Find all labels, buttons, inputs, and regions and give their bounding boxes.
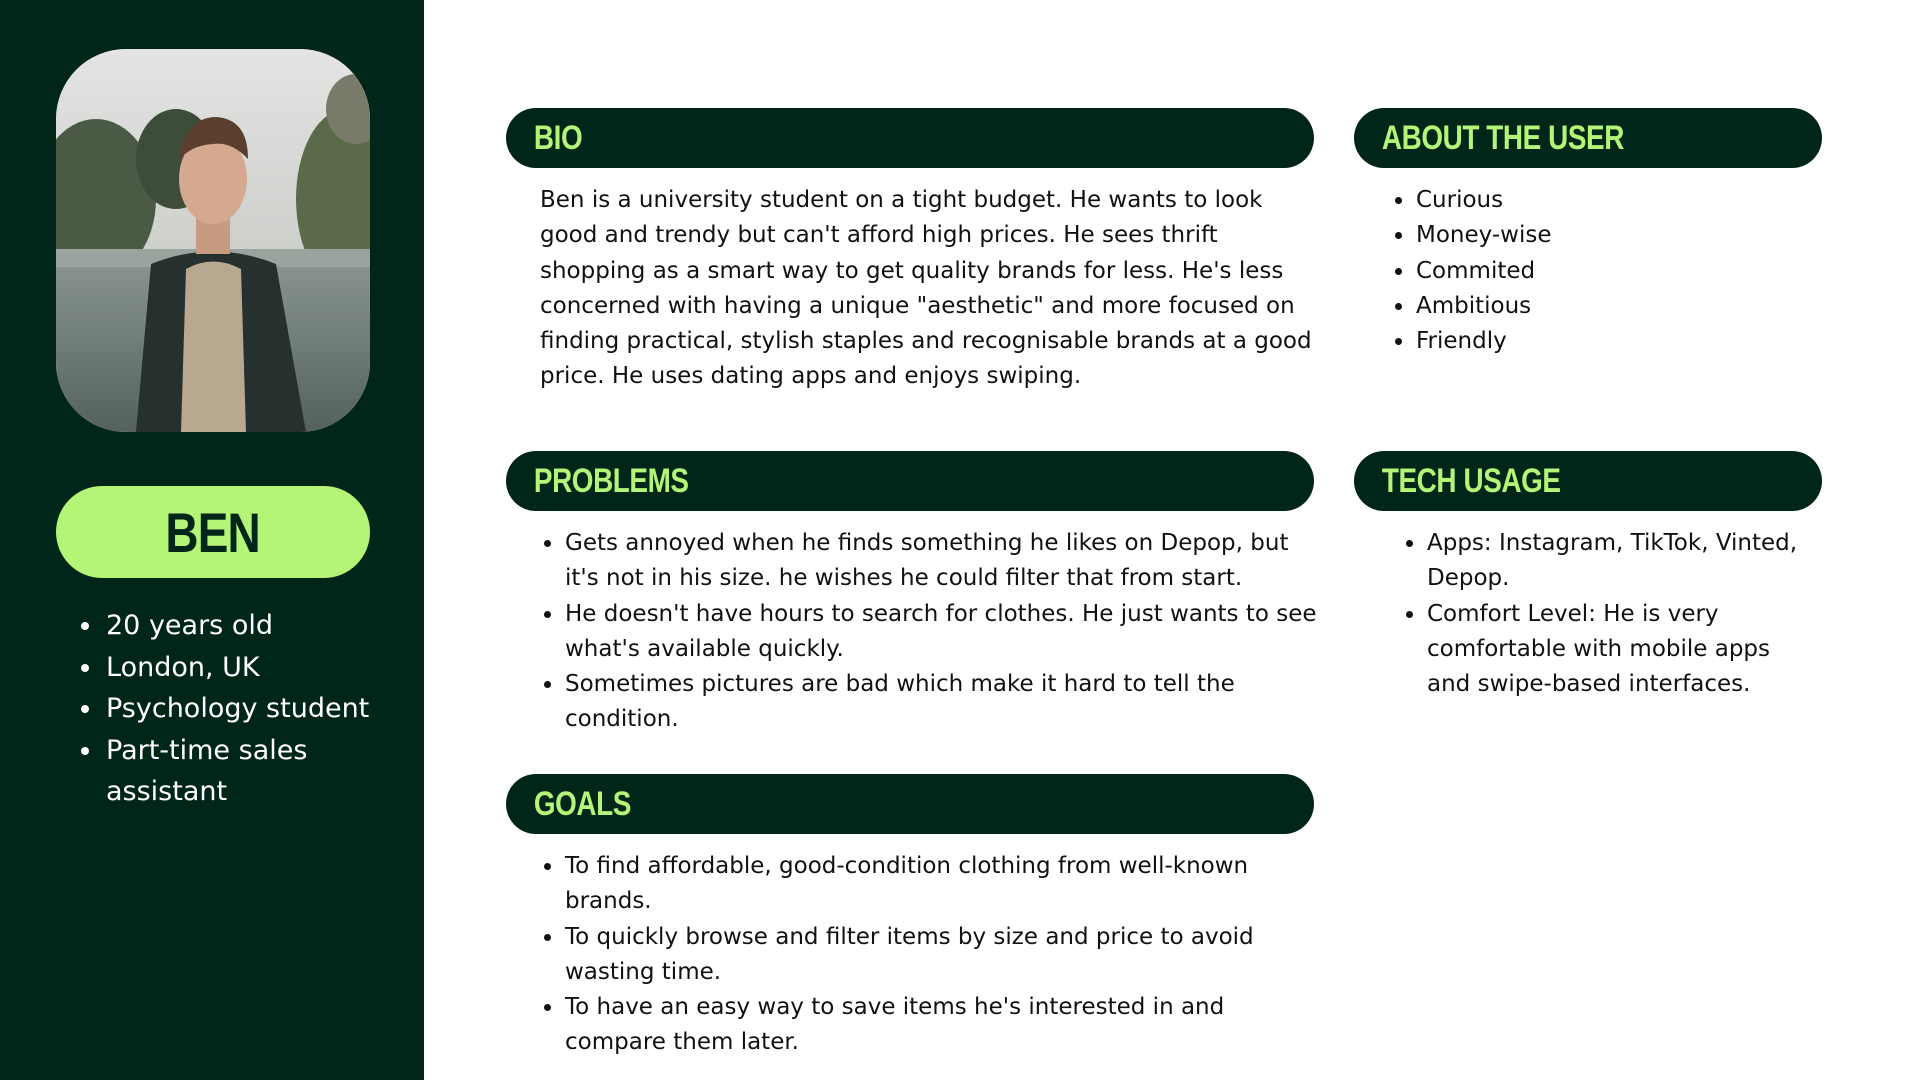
about-heading: ABOUT THE USER [1381, 118, 1624, 157]
about-item: • Commited [1415, 254, 1835, 289]
problem-item: • Gets annoyed when he finds something he likes on Depop, but it's not in his size. he wishes he could filter that from start. [564, 526, 1324, 597]
about-item: • Money-wise [1415, 218, 1835, 253]
about-list [1391, 183, 1835, 359]
tech-heading: TECH USAGE [1381, 461, 1561, 500]
problems-list [540, 526, 1324, 738]
fact-age: • 20 years old [104, 605, 434, 647]
fact-job: • Part-time sales assistant [104, 730, 434, 813]
persona-photo [56, 49, 370, 432]
tech-list [1402, 526, 1806, 702]
goals-header [506, 774, 1314, 834]
persona-name: BEN [165, 500, 261, 564]
persona-facts-list [76, 605, 434, 813]
persona-sidebar [0, 0, 424, 1080]
fact-location: • London, UK [104, 647, 434, 689]
bio-header [506, 108, 1314, 168]
goal-item: • To have an easy way to save items he's interested in and compare them later. [564, 990, 1304, 1061]
goals-list [540, 849, 1304, 1061]
about-header [1354, 108, 1822, 168]
goal-item: • To find affordable, good-condition clothing from well-known brands. [564, 849, 1304, 920]
problem-item: • He doesn't have hours to search for clothes. He just wants to see what's available quickly. [564, 597, 1324, 668]
bio-heading: BIO [533, 118, 583, 157]
tech-item: • Comfort Level: He is very comfortable with mobile apps and swipe-based interfaces. [1426, 597, 1806, 703]
about-item: • Friendly [1415, 324, 1835, 359]
tech-header [1354, 451, 1822, 511]
problems-header [506, 451, 1314, 511]
fact-study: • Psychology student [104, 688, 434, 730]
about-item: • Curious [1415, 183, 1835, 218]
bio-text: Ben is a university student on a tight budget. He wants to look good and trendy but can't afford high prices. He sees thrift shopping as a smart way to get quality brands for less. He's less concerned with having a unique "aesthetic" and more focused on finding practical, stylish staples and recognisable brands at a good price. He uses dating apps and enjoys swiping. [540, 187, 1312, 390]
persona-name-badge [56, 486, 370, 578]
tech-item: • Apps: Instagram, TikTok, Vinted, Depop. [1426, 526, 1806, 597]
goals-heading: GOALS [533, 784, 631, 823]
problem-item: • Sometimes pictures are bad which make it hard to tell the condition. [564, 667, 1324, 738]
goal-item: • To quickly browse and filter items by size and price to avoid wasting time. [564, 920, 1304, 991]
about-item: • Ambitious [1415, 289, 1835, 324]
problems-heading: PROBLEMS [533, 461, 689, 500]
